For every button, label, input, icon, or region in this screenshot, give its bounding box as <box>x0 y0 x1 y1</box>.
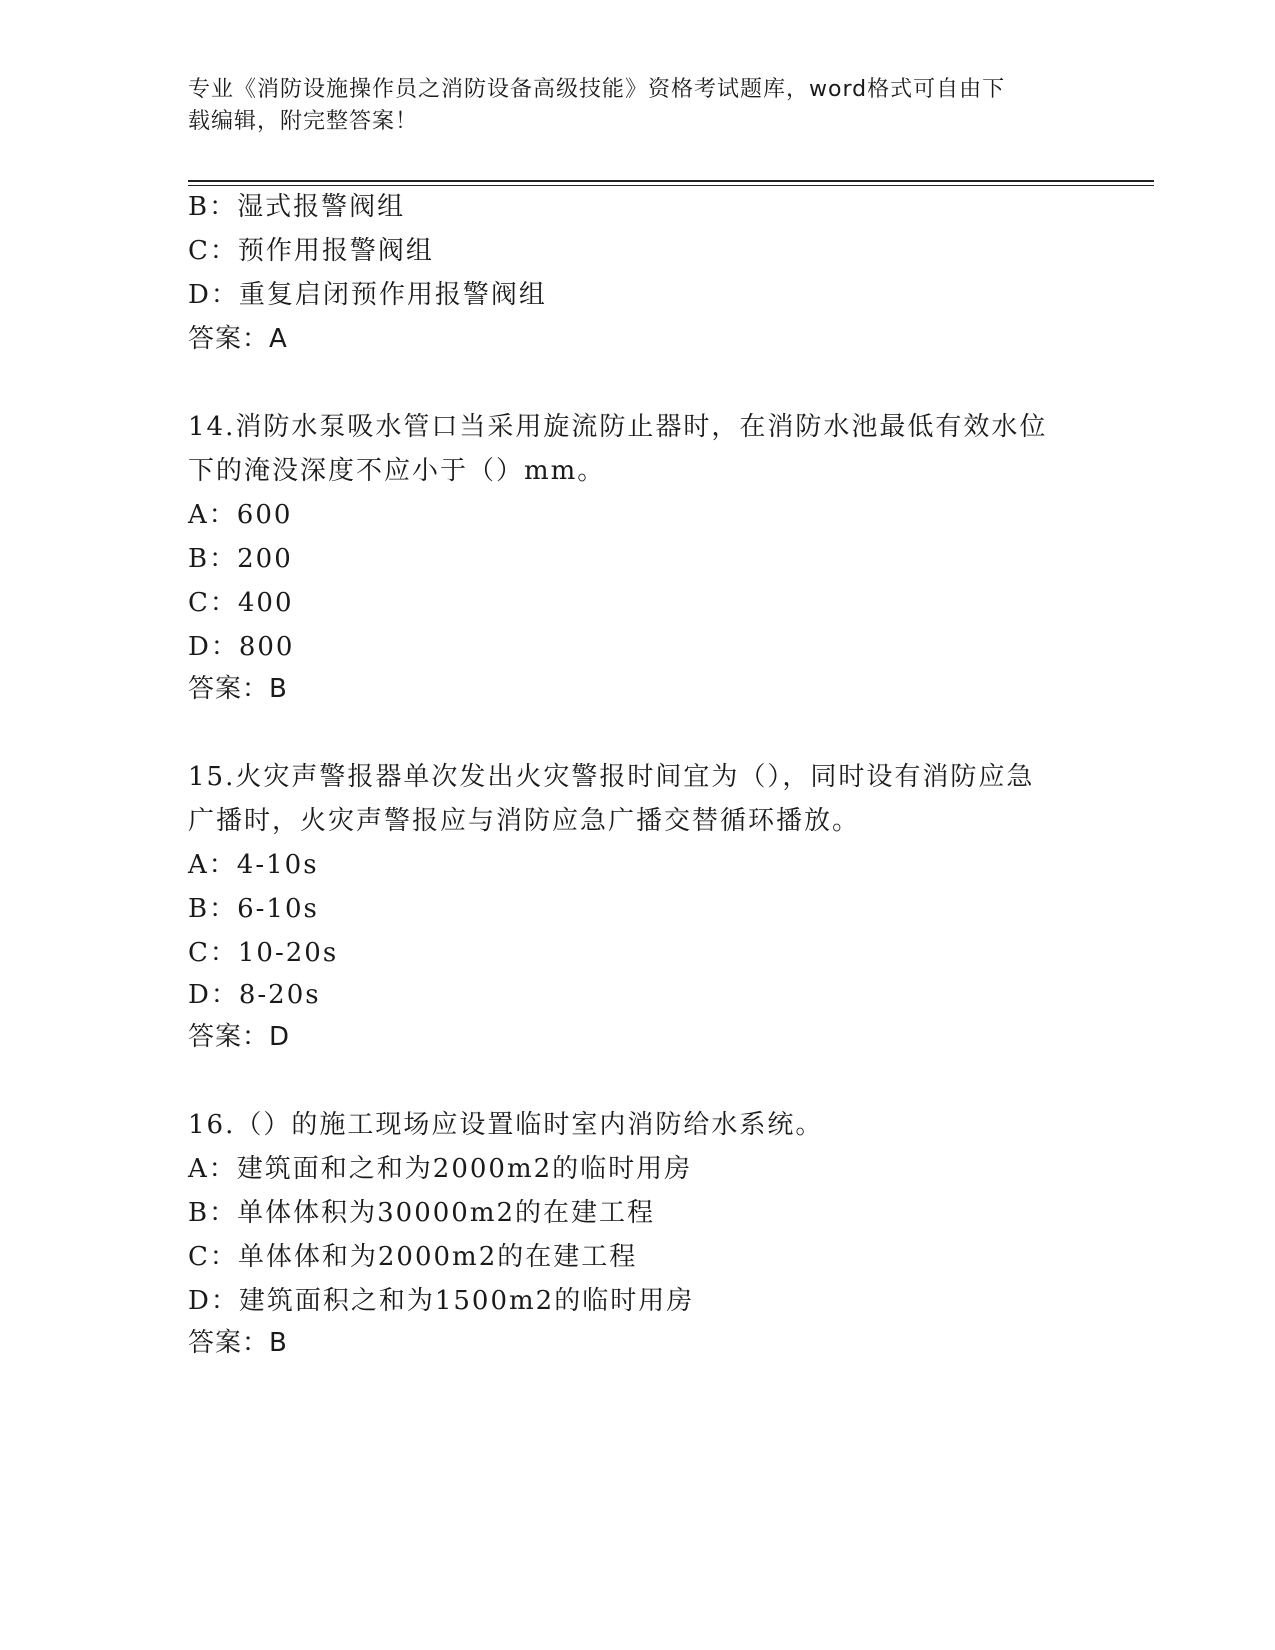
q13-option-b: B：湿式报警阀组 <box>188 192 406 222</box>
q13-answer: 答案：A <box>188 324 288 354</box>
q14-stem-line-2: 下的淹没深度不应小于（）mm。 <box>188 456 606 486</box>
q13-option-c: C：预作用报警阀组 <box>188 236 434 266</box>
q15-stem-line-1: 15.火灾声警报器单次发出火灾警报时间宜为（），同时设有消防应急 <box>188 762 1035 792</box>
q14-answer: 答案：B <box>188 674 288 704</box>
q15-option-a: A：4-10s <box>188 850 319 880</box>
q14-option-d: D：800 <box>188 632 295 662</box>
q15-answer: 答案：D <box>188 1022 291 1052</box>
header-line-2: 载编辑，附完整答案！ <box>188 109 419 134</box>
header-line-1: 专业《消防设施操作员之消防设备高级技能》资格考试题库，word格式可自由下 <box>188 77 1006 102</box>
q16-stem: 16.（）的施工现场应设置临时室内消防给水系统。 <box>188 1110 824 1140</box>
q15-option-c: C：10-20s <box>188 938 339 968</box>
q16-option-c: C：单体体和为2000m2的在建工程 <box>188 1242 638 1272</box>
header-divider <box>188 180 1154 186</box>
q15-option-d: D：8-20s <box>188 980 321 1010</box>
q13-option-d: D：重复启闭预作用报警阀组 <box>188 280 547 310</box>
q14-option-a: A：600 <box>188 500 293 530</box>
q16-option-d: D：建筑面积之和为1500m2的临时用房 <box>188 1286 695 1316</box>
q14-option-b: B：200 <box>188 544 293 574</box>
document-header <box>188 74 1088 138</box>
q15-stem-line-2: 广播时，火灾声警报应与消防应急广播交替循环播放。 <box>188 806 861 836</box>
q16-option-b: B：单体体积为30000m2的在建工程 <box>188 1198 656 1228</box>
q16-answer: 答案：B <box>188 1328 288 1358</box>
q16-option-a: A：建筑面和之和为2000m2的临时用房 <box>188 1154 693 1184</box>
q14-option-c: C：400 <box>188 588 294 618</box>
q14-stem-line-1: 14.消防水泵吸水管口当采用旋流防止器时，在消防水池最低有效水位 <box>188 412 1048 442</box>
q15-option-b: B：6-10s <box>188 894 319 924</box>
